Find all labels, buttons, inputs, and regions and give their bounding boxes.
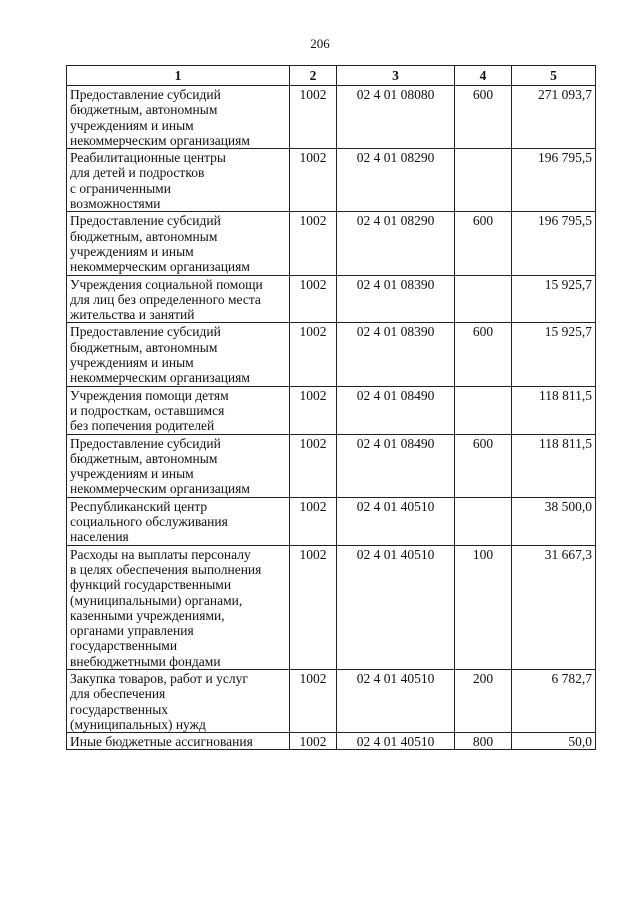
row-amount: 196 795,5	[512, 149, 596, 212]
row-expense-type: 600	[455, 86, 512, 149]
row-amount: 6 782,7	[512, 669, 596, 732]
table-row	[67, 386, 596, 434]
row-target-article: 02 4 01 08290	[337, 149, 455, 212]
row-target-article: 02 4 01 40510	[337, 497, 455, 545]
table-row	[67, 212, 596, 275]
header-row	[67, 66, 596, 86]
row-expense-type	[455, 149, 512, 212]
row-amount: 271 093,7	[512, 86, 596, 149]
row-name: Учреждения помощи детям и подросткам, оставшимся без попечения родителей	[67, 386, 290, 434]
row-target-article: 02 4 01 08390	[337, 323, 455, 386]
row-name: Реабилитационные центры для детей и подростков с ограниченными возможностями	[67, 149, 290, 212]
row-section: 1002	[290, 386, 337, 434]
row-amount: 196 795,5	[512, 212, 596, 275]
row-section: 1002	[290, 497, 337, 545]
row-section: 1002	[290, 275, 337, 323]
page-number: 206	[310, 36, 330, 51]
row-amount: 15 925,7	[512, 275, 596, 323]
row-expense-type: 100	[455, 545, 512, 669]
budget-table	[66, 65, 596, 750]
row-amount: 38 500,0	[512, 497, 596, 545]
row-amount: 15 925,7	[512, 323, 596, 386]
row-section: 1002	[290, 149, 337, 212]
row-name: Предоставление субсидий бюджетным, автономным учреждениям и иным некоммерческим организациям	[67, 212, 290, 275]
row-section: 1002	[290, 733, 337, 750]
row-target-article: 02 4 01 08490	[337, 434, 455, 497]
row-section: 1002	[290, 212, 337, 275]
row-amount: 118 811,5	[512, 434, 596, 497]
row-name: Республиканский центр социального обслуживания населения	[67, 497, 290, 545]
table-row	[67, 545, 596, 669]
header-col-2: 2	[290, 66, 337, 86]
row-amount: 50,0	[512, 733, 596, 750]
row-name: Учреждения социальной помощи для лиц без определенного места жительства и занятий	[67, 275, 290, 323]
row-amount: 118 811,5	[512, 386, 596, 434]
row-expense-type: 200	[455, 669, 512, 732]
row-expense-type: 600	[455, 212, 512, 275]
row-name: Предоставление субсидий бюджетным, автономным учреждениям и иным некоммерческим организациям	[67, 323, 290, 386]
table-row	[67, 733, 596, 750]
row-section: 1002	[290, 434, 337, 497]
table-row	[67, 434, 596, 497]
row-amount: 31 667,3	[512, 545, 596, 669]
table-row	[67, 149, 596, 212]
row-expense-type	[455, 497, 512, 545]
row-name: Предоставление субсидий бюджетным, автономным учреждениям и иным некоммерческим организациям	[67, 86, 290, 149]
row-expense-type	[455, 386, 512, 434]
table-row	[67, 669, 596, 732]
row-name: Расходы на выплаты персоналу в целях обеспечения выполнения функций государственными (муниципальными) органами, казенными учреждениями, органами управления государственными внебюджетными фондами	[67, 545, 290, 669]
row-section: 1002	[290, 545, 337, 669]
row-name: Закупка товаров, работ и услуг для обеспечения государственных (муниципальных) нужд	[67, 669, 290, 732]
table-row	[67, 275, 596, 323]
row-target-article: 02 4 01 40510	[337, 669, 455, 732]
table-row	[67, 86, 596, 149]
row-target-article: 02 4 01 40510	[337, 545, 455, 669]
row-name: Иные бюджетные ассигнования	[67, 733, 290, 750]
row-expense-type	[455, 275, 512, 323]
row-target-article: 02 4 01 08290	[337, 212, 455, 275]
row-expense-type: 600	[455, 434, 512, 497]
table-row	[67, 497, 596, 545]
row-target-article: 02 4 01 40510	[337, 733, 455, 750]
row-target-article: 02 4 01 08080	[337, 86, 455, 149]
row-target-article: 02 4 01 08390	[337, 275, 455, 323]
row-section: 1002	[290, 669, 337, 732]
row-expense-type: 800	[455, 733, 512, 750]
header-col-5: 5	[512, 66, 596, 86]
header-col-3: 3	[337, 66, 455, 86]
row-section: 1002	[290, 323, 337, 386]
table-row	[67, 323, 596, 386]
row-name: Предоставление субсидий бюджетным, автономным учреждениям и иным некоммерческим организациям	[67, 434, 290, 497]
row-target-article: 02 4 01 08490	[337, 386, 455, 434]
header-col-1: 1	[67, 66, 290, 86]
row-section: 1002	[290, 86, 337, 149]
row-expense-type: 600	[455, 323, 512, 386]
header-col-4: 4	[455, 66, 512, 86]
